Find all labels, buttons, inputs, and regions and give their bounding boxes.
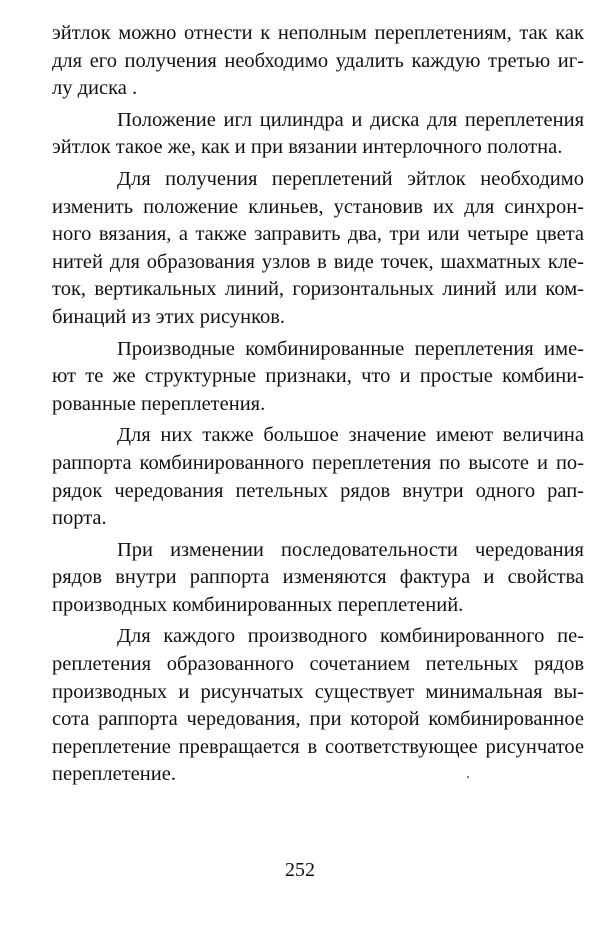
text-line: реплетения образованного сочетанием петельных рядов: [52, 653, 584, 676]
text-line: для его получения необходимо удалить каждую третью иг-: [52, 49, 584, 72]
text-line: эйтлок такое же, как и при вязании интерлочного полотна.: [52, 136, 563, 159]
text-line: бинаций из этих рисунков.: [52, 305, 286, 328]
text-line: эйтлок можно отнести к неполным переплетениям, так как: [52, 22, 584, 44]
text-line: рядок чередования петельных рядов внутри одного рап-: [52, 479, 584, 502]
text-line: изменить положение клиньев, установив их для синхрон-: [52, 195, 584, 218]
paragraph: [52, 20, 584, 103]
text-line: ного вязания, а также заправить два, три или четыре цвета: [52, 223, 584, 246]
paragraph: [52, 107, 584, 162]
text-line: рованные переплетения.: [52, 392, 266, 415]
text-line: производных комбинированных переплетений.: [52, 593, 464, 616]
text-line: Для получения переплетений эйтлок необходимо: [117, 167, 584, 190]
text-line: переплетение превращается в соответствующее рисунчатое: [52, 735, 584, 758]
paragraph: [52, 623, 584, 789]
text-line: производных и рисунчатых существует минимальная вы-: [52, 680, 584, 703]
text-line: раппорта комбинированного переплетения по высоте и по-: [52, 451, 584, 474]
text-line: Производные комбинированные переплетения име-: [117, 337, 584, 360]
paragraph: [52, 422, 584, 532]
text-line: рядов внутри раппорта изменяются фактура и свойства: [52, 566, 584, 589]
text-line: ют те же структурные признаки, что и простые комбини-: [52, 365, 584, 388]
text-line: порта.: [52, 507, 107, 530]
text-line: При изменении последовательности чередования: [117, 538, 584, 561]
paragraph: [52, 537, 584, 620]
text-line: Для каждого производного комбинированного пе-: [117, 625, 584, 648]
page-number: 252: [285, 859, 315, 881]
text-line: сота раппорта чередования, при которой комбинированное: [52, 708, 584, 731]
text-line: Для них также большое значение имеют величина: [117, 424, 584, 447]
text-line: ток, вертикальных линий, горизонтальных линий или ком-: [52, 278, 584, 301]
paragraph: [52, 166, 584, 332]
text-line: Положение игл цилиндра и диска для переплетения: [117, 108, 584, 131]
text-line: переплетение.: [52, 763, 176, 786]
text-line: лу диска .: [52, 77, 138, 100]
text-line: нитей для образования узлов в виде точек, шахматных кле-: [52, 250, 584, 273]
paragraph: [52, 336, 584, 419]
body-text: [52, 20, 584, 789]
scan-speck: [467, 776, 469, 778]
